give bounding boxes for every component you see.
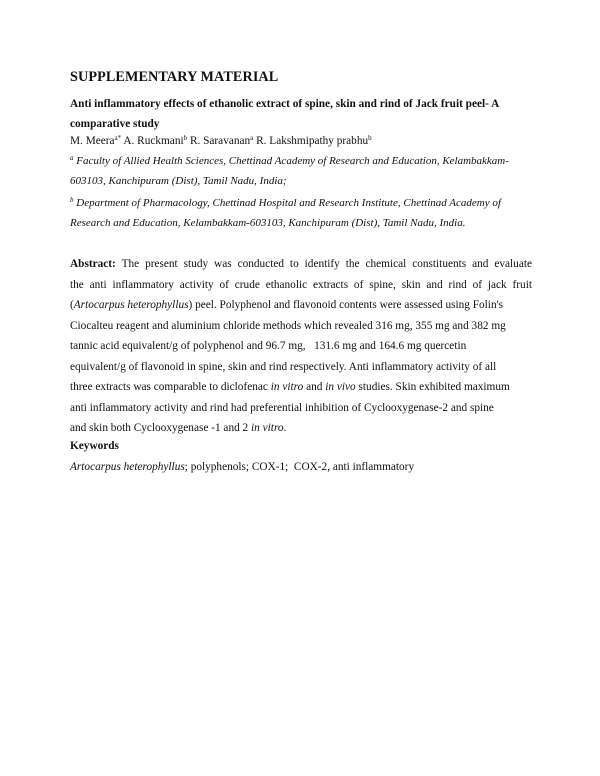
abstract-line	[70, 400, 532, 416]
section-heading: SUPPLEMENTARY MATERIAL	[70, 69, 279, 85]
abstract-text: The present study was conducted to identify the chemical constituents and evaluate	[121, 258, 532, 270]
abstract-text: and	[303, 381, 326, 393]
abstract-line	[70, 256, 532, 272]
affiliation-text: Department of Pharmacology, Chettinad Hospital and Research Institute, Chettinad Academy of Research and Education, Kelambakkam-603103, Kanchipuram (Dist), Tamil Nadu, India.	[70, 197, 501, 229]
keyword-species: Artocarpus heterophyllus	[70, 461, 185, 473]
keywords-text: ; polyphenols; COX-1; COX-2, anti inflammatory	[184, 461, 415, 473]
keywords-heading: Keywords	[70, 440, 119, 452]
abstract-line	[70, 318, 532, 334]
abstract-text: equivalent/g of flavonoid in spine, skin and rind respectively. Anti inflammatory activity of all	[70, 361, 497, 373]
affiliation-mark: b	[70, 196, 74, 204]
affiliation-b	[70, 193, 540, 233]
abstract-text: (	[70, 299, 74, 311]
author-affiliation-mark: a*	[114, 134, 122, 142]
abstract-line	[70, 297, 532, 313]
abstract-line	[70, 338, 532, 354]
abstract-text: the anti inflammatory activity of crude ethanolic extracts of spine, skin and rind of jack fruit	[70, 279, 532, 291]
abstract-text: .	[283, 422, 287, 434]
author-name: A. Ruckmani	[123, 135, 184, 147]
abstract-italic: in vivo	[325, 381, 356, 393]
abstract-text: and skin both Cyclooxygenase -1 and 2	[70, 422, 252, 434]
abstract-text: three extracts was comparable to diclofenac	[70, 381, 271, 393]
affiliation-a	[70, 151, 540, 191]
author-affiliation-mark: b	[368, 134, 372, 142]
abstract-text: tannic acid equivalent/g of polyphenol and 96.7 mg, 131.6 mg and 164.6 mg quercetin	[70, 340, 467, 352]
abstract-line	[70, 379, 532, 395]
abstract-text: ) peel. Polyphenol and flavonoid contents were assessed using Folin's	[188, 299, 504, 311]
abstract-text: Ciocalteu reagent and aluminium chloride methods which revealed 316 mg, 355 mg and 382 mg	[70, 320, 506, 332]
abstract-italic: in vitro	[251, 422, 284, 434]
keywords-list	[70, 461, 414, 473]
abstract-label: Abstract:	[70, 258, 116, 270]
author-affiliation-mark: b	[183, 134, 188, 142]
author-affiliation-mark: a	[250, 134, 254, 142]
abstract-text: studies. Skin exhibited maximum	[355, 381, 510, 393]
abstract-line	[70, 420, 532, 436]
abstract-line	[70, 359, 532, 375]
abstract-line	[70, 277, 532, 293]
author-name: R. Lakshmipathy prabhu	[256, 135, 369, 147]
author-list	[70, 133, 372, 149]
affiliation-text: Faculty of Allied Health Sciences, Chettinad Academy of Research and Education, Kelambakkam-603103, Kanchipuram (Dist), Tamil Nadu, India;	[70, 155, 509, 187]
abstract-italic: in vitro	[270, 381, 304, 393]
author-name: R. Saravanan	[189, 135, 251, 147]
abstract-text: anti inflammatory activity and rind had preferential inhibition of Cyclooxygenase-2 and spine	[70, 402, 494, 414]
paper-title: Anti inflammatory effects of ethanolic extract of spine, skin and rind of Jack fruit peel- A comparative study	[70, 98, 499, 130]
author-name: M. Meera	[70, 135, 115, 147]
affiliation-mark: a	[70, 154, 74, 162]
species-name: Artocarpus heterophyllus	[73, 299, 189, 311]
